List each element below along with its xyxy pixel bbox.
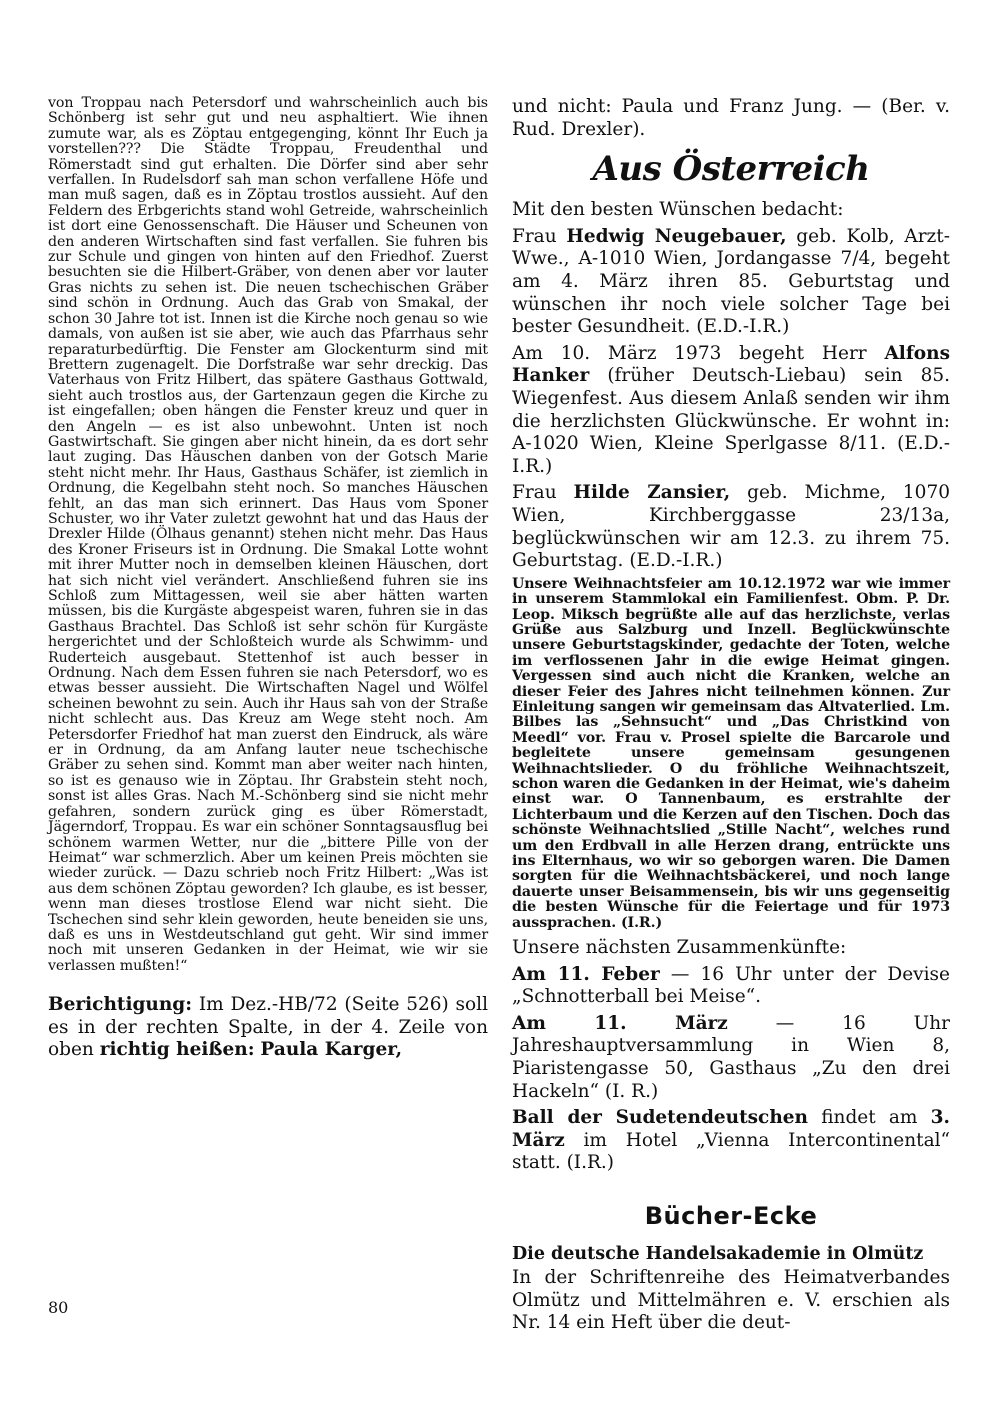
article-text: von Troppau nach Petersdorf und wahrscheinlich auch bis Schönberg ist sehr gut und neu asphaltiert. Wie ihnen zumute war, als es Zöptau entgegenging, könnt Ihr Euch ja vorstellen??? Die Städte Troppau, Freudenthal und Römerstadt sind gut erhalten. Die Dörfer sind aber sehr verfallen. In Rudelsdorf sah man schon verfallene Höfe und man muß sagen, daß es in Zöptau trostlos aussieht. Auf den Feldern des Erbgerichts stand wohl Getreide, wahrscheinlich ist dort eine Genossenschaft. Die Häuser und Scheunen von den anderen Wirtschaften sind fast verfallen. Sie fuhren bis zur Schule und gingen von hinten auf den Friedhof. Zuerst besuchten sie die Hilbert-Gräber, von denen aber vor lauter Gras nichts zu sehen ist. Die neuen tschechischen Gräber sind schön in Ordnung. Auch das Grab von Smakal, der schon 30 Jahre tot ist. Innen ist die Kirche noch genau so wie damals, von außen ist sie aber, wie auch das Pfarrhaus sehr reparaturbedürftig. Die Fenster am Glockenturm sind mit Brettern zugenagelt. Die Dorfstraße war sehr dreckig. Das Vaterhaus von Fritz Hilbert, das spätere Gasthaus Gottwald, sieht auch trostlos aus, der Gartenzaun gegen die Kirche zu ist eingefallen; oben hängen die Fenster kreuz und quer in den Angeln — es ist also unbewohnt. Unten ist noch Gastwirtschaft. Sie gingen aber nicht hinein, da es dort sehr laut zuging. Das Häuschen danben von der Gotsch Marie steht nicht mehr. Ihr Haus, Gasthaus Schäfer, ist ziemlich in Ordnung, die Kegelbahn steht noch. So manches Häuschen fehlt, an das man sich erinnert. Das Haus vom Sponer Schuster, wo ihr Vater zuletzt gewohnt hat und das Haus der Drexler Hilde (Ölhaus genannt) stehen nicht mehr. Das Haus des Kroner Friseurs ist in Ordnung. Die Smakal Lotte wohnt mit ihrer Mutter noch in demselben kleinen Häuschen, dort hat sich nicht viel verändert. Anschließend fuhren sie ins Schloß zum Mittagessen, weil sie aber hätten warten müssen, bis die Kurgäste abgespeist waren, fuhren sie in das Gasthaus Brachtel. Das Schloß ist sehr schön für Kurgäste hergerichtet und der Schloßteich wurde als Schwimm- und Ruderteich ausgebaut. Stettenhof ist auch besser in Ordnung. Nach dem Essen fuhren sie nach Petersdorf, wo es etwas besser aussieht. Die Wirtschaften Nagel und Wölfel scheinen bewohnt zu sein. Auch ihr Haus sah von der Straße nicht schlecht aus. Das Kreuz am Wege steht noch. Am Petersdorfer Friedhof hat man zuerst den Eindruck, als wäre er in Ordnung, da am Anfang lauter neue tschechische Gräber zu sehen sind. Kommt man aber weiter nach hinten, so ist es genauso wie in Zöptau. Ihr Grabstein steht noch, sonst ist alles Gras. Nach M.-Schönberg sind sie nicht mehr gefahren, sondern zurück ging es über Römerstadt, Jägerndorf, Troppau. Es war ein schöner Sonntagsausflug bei schönem warmen Wetter, nur die „bittere Pille von der Heimat“ war schmerzlich. Aber um keinen Preis möchten sie wieder zurück. — Dazu schrieb noch Fritz Hilbert: „Was ist aus dem schönen Zöptau geworden? Ich glaube, es ist besser, wenn man dieses trostlose Elend war nicht sieht. Die Tschechen sind sehr klein geworden, heute beneiden sie uns, daß es uns in Westdeutschland gut geht. Wir sind immer noch mit unseren Gedanken in der Heimat, wie wir sie verlassen mußten!“ [48, 95, 488, 974]
correction-bold-2: Paula Karger, [260, 1039, 403, 1061]
ball-announcement [512, 1107, 950, 1175]
books-title: Bücher-Ecke [644, 1201, 818, 1230]
meeting-1 [512, 964, 950, 1009]
birthday-entry-3 [512, 482, 950, 572]
entry2-text: (früher Deutsch-Liebau) sein 85. Wiegenfest. Aus diesem Anlaß senden wir ihm die herzlichsten Glückwünsche. Er wohnt in: A-1020 Wien, Kleine Sperlgasse 8/11. (E.D.-I.R.) [512, 365, 950, 477]
entry1-prefix: Frau [512, 225, 567, 247]
entry3-name: Hilde Zansier, [573, 482, 731, 504]
birthday-entry-1 [512, 226, 950, 339]
entry1-text: geb. Kolb, Arzt-Wwe., A-1010 Wien, Jordangasse 7/4, begeht am 4. März ihren 85. Geburtstag und wünschen ihr noch viele solcher Tage bei bester Gesundheit. (E.D.-I.R.) [512, 225, 950, 338]
correction-label: Berichtigung: [48, 994, 193, 1016]
meetings-intro: Unsere nächsten Zusammenkünfte: [512, 937, 847, 959]
entry1-name: Hedwig Neugebauer, [566, 225, 787, 247]
book-text: In der Schriftenreihe des Heimatverbandes Olmütz und Mittelmähren e. V. erschien als Nr. 14 ein Heft über die deut- [512, 1266, 950, 1334]
spacer [48, 974, 488, 994]
right-column [512, 96, 950, 1339]
meeting-1-date: Am 11. Feber [512, 963, 660, 985]
ball-text-2: im Hotel „Vienna Intercontinental“ statt. (I.R.) [512, 1129, 950, 1174]
book-subhead: Die deutsche Handelsakademie in Olmütz [512, 1243, 924, 1264]
section-title: Aus Österreich [592, 149, 870, 190]
entry3-prefix: Frau [512, 482, 574, 504]
entry3-text: geb. Michme, 1070 Wien, Kirchberggasse 23/13a, beglückwünschen wir am 12.3. zu ihrem 75. Geburtstag. (E.D.-I.R.) [512, 482, 950, 572]
birthday-entry-2 [512, 343, 950, 479]
entry2-name: Alfons Hanker [512, 342, 950, 387]
christmas-report: Unsere Weihnachtsfeier am 10.12.1972 war wie immer in unserem Stammlokal ein Familienfest. Obm. P. Dr. Leop. Miksch begrüßte alle auf das herzlichste, verlas Grüße aus Salzburg und Inzell. Beglückwünschte unsere Geburtstagskinder, gedachte der Toten, welche im verflossenen Jahr in die ewige Heimat gingen. Vergessen sind auch nicht die Kranken, welche an dieser Feier des Jahres nicht teilnehmen können. Zur Einleitung sangen wir gemeinsam das Altvaterlied. Lm. Bilbes las „Sehnsucht“ und „Das Christkind von Meedl“ vor. Frau v. Prosel spielte die Barcarole und begleitete unsere gemeinsam gesungenen Weihnachtslieder. O du fröhliche Weihnachtszeit, schon waren die Gedanken in der Heimat, wie's daheim einst war. O Tannenbaum, es erstrahlte der Lichterbaum und die Kerzen auf den Tischen. Doch das schönste Weihnachtslied „Stille Nacht“, welches rund um den Erdbvall in alle Herzen drang, entrückte uns ins Elternhaus, wo wir so geborgen waren. Die Damen sorgten für die Weihnachtsbäckerei, und noch lange dauerte unser Beisammensein, bis wir uns gegenseitig die besten Wünsche für die Feiertage und für 1973 aussprachen. (I.R.) [512, 575, 950, 931]
meeting-1-text: — 16 Uhr unter der Devise „Schnotterball bei Meise“. [512, 963, 950, 1008]
intro-text: Mit den besten Wünschen bedacht: [512, 199, 844, 221]
ball-title: Ball der Sudetendeutschen [512, 1107, 808, 1129]
correction-bold-1: richtig heißen: [99, 1039, 255, 1061]
meeting-2-text: — 16 Uhr Jahreshauptversammlung in Wien 8, Piaristengasse 50, Gasthaus „Zu den drei Hackeln“ (I. R.) [512, 1012, 950, 1102]
left-column [48, 96, 488, 1066]
ball-date: 3. März [512, 1107, 950, 1151]
entry2-prefix: Am 10. März 1973 begeht Herr [512, 342, 885, 364]
meeting-2 [512, 1013, 950, 1103]
correction-paragraph [48, 994, 488, 1062]
meeting-2-date: Am 11. März [512, 1012, 728, 1034]
continuation-text: und nicht: Paula und Franz Jung. — (Ber. v. Rud. Drexler). [512, 96, 950, 140]
ball-text-1: findet am [808, 1107, 931, 1129]
correction-text-1: Im Dez.-HB/72 (Seite 526) soll es in der rechten Spalte, in der 4. Zeile von oben [48, 994, 488, 1061]
page-number: 80 [48, 1298, 69, 1317]
